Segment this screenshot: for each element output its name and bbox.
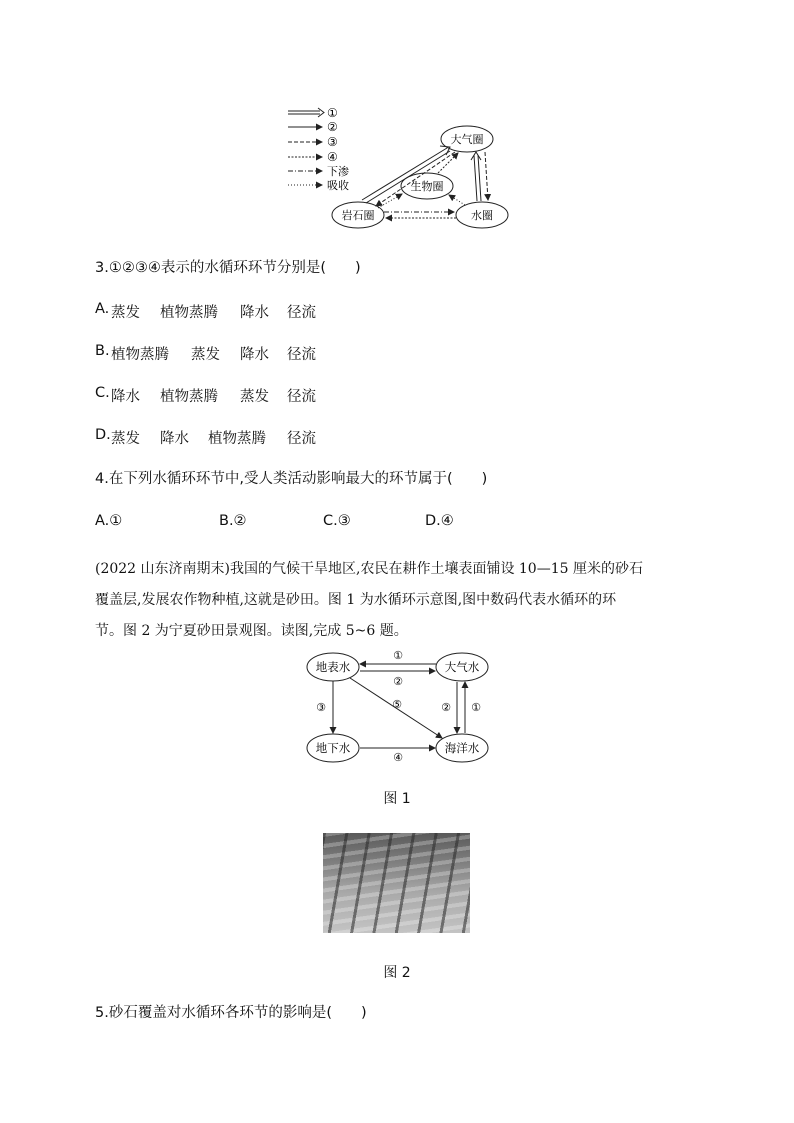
legend-label-1: ① (327, 106, 338, 120)
q4-option-d[interactable]: D.④ (425, 513, 454, 529)
node-surface-water-label: 地表水 (315, 660, 351, 674)
q3-option-a[interactable] (95, 301, 595, 321)
passage-line-3: 节。图 2 为宁夏砂田景观图。读图,完成 5~6 题。 (95, 623, 408, 639)
option-item: 蒸发 (240, 389, 269, 405)
node-biosphere-label: 生物圈 (410, 180, 444, 193)
q3-option-c[interactable] (95, 385, 595, 405)
label-1-right: ① (471, 701, 481, 714)
legend-label-4: ④ (327, 150, 338, 164)
option-item: 植物蒸腾 (111, 347, 169, 363)
node-lithosphere-label: 岩石圈 (341, 209, 375, 222)
legend-label-2: ② (327, 120, 338, 134)
option-letter: D. (95, 427, 111, 443)
passage-line-1: (2022 山东济南期末)我国的气候干旱地区,农民在耕作土壤表面铺设 10—15 厘米的砂石 (95, 561, 643, 577)
node-hydrosphere-label: 水圈 (471, 209, 493, 222)
q4-option-b[interactable]: B.② (219, 513, 247, 529)
option-letter: C. (95, 385, 110, 401)
label-4-bottom: ④ (393, 751, 403, 764)
q3-option-d[interactable] (95, 427, 595, 447)
q5-stem: 5.砂石覆盖对水循环各环节的影响是( ) (95, 1005, 367, 1021)
option-item: 植物蒸腾 (160, 389, 218, 405)
option-item: 降水 (240, 305, 269, 321)
legend-label-absorption: 吸收 (327, 179, 349, 192)
option-item: 径流 (287, 431, 316, 447)
option-letter: B. (95, 343, 110, 359)
option-item: 蒸发 (191, 347, 220, 363)
option-item: 植物蒸腾 (208, 431, 266, 447)
option-item: 降水 (111, 389, 140, 405)
option-item: 降水 (240, 347, 269, 363)
label-2-right: ② (441, 701, 451, 714)
node-ground-water-label: 地下水 (315, 741, 351, 755)
legend-label-3: ③ (327, 135, 338, 149)
q3-option-b[interactable] (95, 343, 595, 363)
q4-option-c[interactable]: C.③ (323, 513, 351, 529)
option-item: 径流 (287, 347, 316, 363)
q3-stem: 3.①②③④表示的水循环环节分别是( ) (95, 260, 361, 276)
option-item: 径流 (287, 389, 316, 405)
legend-label-infiltration: 下渗 (327, 165, 349, 178)
sand-field-photo (323, 833, 470, 933)
passage (95, 554, 715, 647)
water-cycle-figure1 (300, 645, 500, 770)
node-atmospheric-water-label: 大气水 (444, 660, 480, 674)
label-5-diag: ⑤ (392, 698, 402, 711)
figure2-caption: 图 2 (383, 965, 411, 981)
legend-double-line (288, 108, 324, 117)
option-item: 降水 (160, 431, 189, 447)
option-letter: A. (95, 301, 110, 317)
q4-stem: 4.在下列水循环环节中,受人类活动影响最大的环节属于( ) (95, 471, 488, 487)
q4-option-a[interactable]: A.① (95, 513, 123, 529)
label-1-top: ① (393, 649, 403, 662)
node-ocean-water-label: 海洋水 (444, 741, 480, 755)
node-atmosphere-label: 大气圈 (450, 133, 484, 146)
option-item: 植物蒸腾 (160, 305, 218, 321)
option-item: 蒸发 (111, 431, 140, 447)
sphere-cycle-diagram (280, 100, 520, 232)
figure1-caption: 图 1 (383, 791, 411, 807)
label-3-left: ③ (316, 701, 326, 714)
passage-line-2: 覆盖层,发展农作物种植,这就是砂田。图 1 为水循环示意图,图中数码代表水循环的环 (95, 592, 617, 608)
option-item: 蒸发 (111, 305, 140, 321)
label-2-top: ② (393, 675, 403, 688)
option-item: 径流 (287, 305, 316, 321)
